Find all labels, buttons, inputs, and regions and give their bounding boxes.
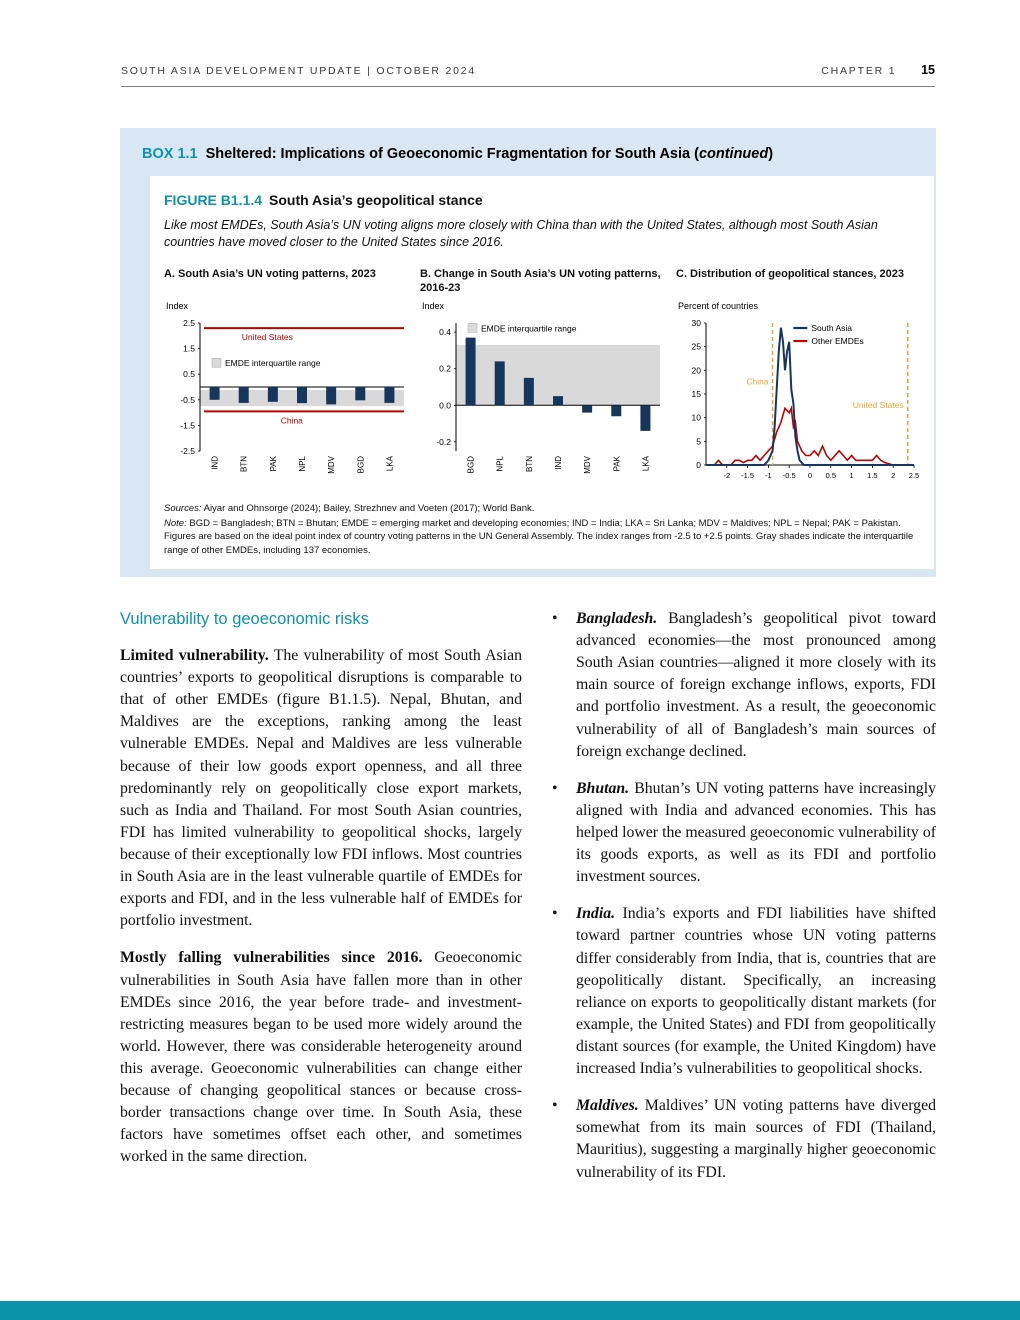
y-tick-label: 30 bbox=[691, 317, 701, 328]
legend-label: Other EMDEs bbox=[811, 335, 864, 346]
chart-svg-C bbox=[676, 297, 920, 493]
x-category-label: LKA bbox=[641, 455, 651, 471]
bar-BTN bbox=[239, 387, 249, 403]
bullet-text bbox=[576, 903, 936, 1080]
bullet-icon: • bbox=[552, 1097, 558, 1115]
x-category-label: NPL bbox=[298, 455, 307, 472]
reference-line-label: China bbox=[280, 415, 303, 426]
chart-panel-a bbox=[164, 267, 408, 493]
chart-svg-B bbox=[420, 297, 664, 493]
y-axis-label: Percent of countries bbox=[678, 300, 759, 311]
paragraph-text: Geoeconomic vulnerabilities in South Asia have fallen more than in other EMDEs since 2016, the year before trade- and investment-restricting measures began to be used more widely around the world. However, there was considerable heterogeneity around this average. Geoeconomic vulnerabilities can change either because of changing geopolitical stances or because cross-border transactions change over time. In South Asia, these factors have sometimes offset each other, and sometimes worked in the same direction. bbox=[120, 949, 522, 1166]
paragraph-limited-vulnerability bbox=[120, 645, 522, 932]
y-tick-label: 0 bbox=[696, 459, 701, 470]
paragraph-falling-vulnerabilities bbox=[120, 947, 522, 1168]
chart-a-title: A. South Asia’s UN voting patterns, 2023 bbox=[164, 267, 376, 280]
bar-MDV bbox=[582, 405, 592, 412]
y-tick-label: -0.5 bbox=[180, 394, 195, 405]
x-category-label: IND bbox=[210, 455, 220, 470]
legend-label: EMDE interquartile range bbox=[481, 323, 577, 334]
legend-swatch bbox=[468, 323, 477, 332]
x-category-label: BGD bbox=[466, 455, 476, 474]
bullet-bangladesh bbox=[546, 608, 936, 763]
legend-label: EMDE interquartile range bbox=[225, 357, 321, 368]
page-number: 15 bbox=[921, 63, 935, 77]
charts-row bbox=[164, 267, 920, 493]
bullet-rest: India’s exports and FDI liabilities have shifted toward partner countries whose UN voting patterns differ considerably from India, that is, countries that are geopolitically distant. Specifically, an increasing reliance on exports to geopolitically distant markets (for example, the United States) and FDI from geopolitically distant sources (for example, the United Kingdom) have increased India’s vulnerabilities to geopolitical shocks. bbox=[576, 905, 936, 1078]
bar-PAK bbox=[268, 387, 278, 402]
chart-c-title: C. Distribution of geopolitical stances, 2023 bbox=[676, 267, 904, 280]
vline-label: United States bbox=[852, 399, 904, 410]
bullet-icon: • bbox=[552, 610, 558, 627]
bar-MDV bbox=[326, 387, 336, 404]
running-title: SOUTH ASIA DEVELOPMENT UPDATE | OCTOBER 2024 bbox=[121, 65, 477, 77]
bar-IND bbox=[553, 396, 563, 405]
y-tick-label: 2.5 bbox=[183, 317, 195, 328]
y-tick-label: 0.4 bbox=[439, 326, 451, 337]
chart-c-canvas bbox=[676, 297, 920, 493]
box-title-after: ) bbox=[768, 146, 774, 162]
chart-svg-A bbox=[164, 297, 408, 493]
x-category-label: BTN bbox=[239, 455, 249, 472]
note-text: BGD = Bangladesh; BTN = Bhutan; EMDE = emerging market and developing economies; IND = India; LKA = Sri Lanka; MDV = Maldives; NPL = Nepal; PAK = Pakistan. Figures are based on the ideal point index of country voting patterns in the UN General Assembly. The index ranges from -2.5 to +2.5 points. Gray shades indicate the interquartile range of other EMDEs, including 137 economies. bbox=[164, 517, 914, 556]
bullet-rest: Maldives’ UN voting patterns have diverged somewhat from its main sources of FDI (Thailand, Mauritius), suggesting a marginally higher geoeconomic vulnerability of its FDI. bbox=[576, 1097, 936, 1181]
vline-label: China bbox=[746, 376, 769, 387]
y-tick-label: 0.2 bbox=[439, 363, 451, 374]
x-category-label: IND bbox=[554, 455, 563, 470]
box-title bbox=[142, 146, 916, 162]
y-tick-label: 20 bbox=[691, 365, 701, 376]
note-label: Note: bbox=[164, 517, 187, 529]
y-tick-label: -1.5 bbox=[180, 420, 195, 431]
bar-IND bbox=[210, 387, 220, 400]
y-tick-label: 15 bbox=[691, 388, 701, 399]
bullet-icon: • bbox=[552, 779, 558, 797]
y-axis-label: Index bbox=[166, 300, 189, 311]
bar-LKA bbox=[384, 387, 394, 403]
x-category-label: PAK bbox=[612, 455, 622, 472]
bullet-text bbox=[576, 1095, 936, 1183]
bar-LKA bbox=[640, 405, 650, 431]
x-category-label: MDV bbox=[327, 455, 337, 474]
header-rule bbox=[121, 86, 935, 87]
paragraph-text: The vulnerability of most South Asian countries’ exports to geopolitical disruptions is comparable to that of other EMDEs (figure B1.1.5). Nepal, Bhutan, and Maldives are the exceptions, ranking among the least vulnerable EMDEs. Nepal and Maldives are less vulnerable because of their low goods export openness, and all three predominantly rely on geopolitically close export markets, such as India and Thailand. For most South Asian countries, FDI has limited vulnerability to geopolitical shocks, largely because of their exceptionally low FDI inflows. Most countries in South Asia are in the least vulnerable quartile of EMDEs for exports and FDI, and in the less vulnerable half of EMDEs for portfolio investment. bbox=[120, 647, 522, 930]
figure-sources bbox=[164, 503, 920, 514]
figure-subtitle: Like most EMDEs, South Asia’s UN voting aligns more closely with China than with the United States, although most South Asian countries have moved closer to the United States since 2016. bbox=[164, 218, 878, 249]
body-columns bbox=[120, 608, 936, 1199]
figure-title: South Asia’s geopolitical stance bbox=[269, 192, 483, 208]
x-tick-label: 2 bbox=[891, 470, 896, 480]
y-tick-label: 25 bbox=[691, 341, 701, 352]
x-category-label: LKA bbox=[385, 455, 395, 471]
x-category-label: PAK bbox=[268, 455, 278, 472]
chart-panel-b bbox=[420, 267, 664, 493]
y-tick-label: 1.5 bbox=[183, 343, 195, 354]
y-tick-label: 10 bbox=[691, 412, 701, 423]
bullet-bhutan bbox=[546, 778, 936, 889]
x-tick-label: 0.5 bbox=[825, 470, 837, 480]
bar-BGD bbox=[466, 337, 476, 405]
bullet-text bbox=[576, 608, 936, 763]
sources-label: Sources: bbox=[164, 502, 202, 514]
header-right bbox=[821, 63, 935, 77]
box-label: BOX 1.1 bbox=[142, 146, 198, 162]
bar-BGD bbox=[355, 387, 365, 400]
bullet-lead: Bangladesh. bbox=[576, 610, 658, 627]
series-south-asia bbox=[706, 327, 914, 464]
bullet-maldives bbox=[546, 1095, 936, 1183]
x-category-label: BTN bbox=[524, 455, 534, 472]
x-tick-label: -0.5 bbox=[782, 470, 796, 480]
bar-NPL bbox=[495, 361, 505, 405]
chart-panel-c bbox=[676, 267, 920, 493]
page-header bbox=[121, 63, 935, 77]
y-axis-label: Index bbox=[422, 300, 445, 311]
x-tick-label: 2.5 bbox=[908, 470, 920, 480]
bullet-rest: Bangladesh’s geopolitical pivot toward advanced economies—the most pronounced among South Asian countries—aligned it more closely with its main source of foreign exchange inflows, exports, FDI and portfolio investment. As a result, the geoeconomic vulnerability of all of Bangladesh’s main sources of foreign exchange declined. bbox=[576, 610, 936, 760]
bar-BTN bbox=[524, 378, 534, 405]
y-tick-label: 0.0 bbox=[439, 400, 451, 411]
x-tick-label: 1.5 bbox=[867, 470, 878, 480]
x-tick-label: 0 bbox=[807, 470, 813, 480]
x-category-label: MDV bbox=[583, 455, 593, 474]
series-other-emdes bbox=[706, 408, 914, 465]
box-1-1 bbox=[120, 128, 936, 577]
x-tick-label: 1 bbox=[849, 470, 854, 480]
y-tick-label: -0.2 bbox=[436, 436, 451, 447]
right-column bbox=[546, 608, 936, 1199]
figure-heading bbox=[164, 192, 920, 208]
bar-NPL bbox=[297, 387, 307, 403]
legend-swatch bbox=[212, 358, 221, 367]
bullet-lead: Bhutan. bbox=[576, 779, 630, 797]
y-tick-label: 0.5 bbox=[183, 368, 195, 379]
x-category-label: NPL bbox=[495, 455, 505, 472]
figure-b114 bbox=[150, 176, 934, 569]
bullet-india bbox=[546, 903, 936, 1080]
x-category-label: BGD bbox=[356, 455, 366, 474]
box-title-text bbox=[206, 146, 773, 162]
x-tick-label: -1.5 bbox=[741, 470, 755, 480]
box-title-before: Sheltered: Implications of Geoeconomic Fragmentation for South Asia ( bbox=[205, 146, 699, 162]
bullet-text bbox=[576, 778, 936, 889]
sources-text: Aiyar and Ohnsorge (2024); Bailey, Strezhnev and Voeten (2017); World Bank. bbox=[201, 502, 535, 514]
figure-note bbox=[164, 517, 920, 557]
bullet-lead: Maldives. bbox=[576, 1097, 639, 1115]
box-title-continued: continued bbox=[698, 146, 769, 162]
bullet-icon: • bbox=[552, 905, 558, 923]
x-tick-label: -2 bbox=[723, 470, 731, 480]
y-tick-label: 5 bbox=[696, 436, 701, 447]
reference-line-label: United States bbox=[241, 331, 293, 342]
figure-label: FIGURE B1.1.4 bbox=[164, 192, 263, 208]
footer-band bbox=[0, 1301, 1020, 1320]
paragraph-lead: Mostly falling vulnerabilities since 2016. bbox=[120, 949, 423, 967]
chart-b-canvas bbox=[420, 297, 664, 493]
left-column bbox=[120, 608, 522, 1199]
chapter-label: CHAPTER 1 bbox=[821, 65, 897, 77]
paragraph-lead: Limited vulnerability. bbox=[120, 647, 269, 664]
y-tick-label: -2.5 bbox=[180, 445, 195, 456]
chart-a-canvas bbox=[164, 297, 408, 493]
legend-label: South Asia bbox=[811, 322, 853, 333]
x-tick-label: -1 bbox=[765, 470, 772, 480]
bar-PAK bbox=[611, 405, 621, 416]
bullet-rest: Bhutan’s UN voting patterns have increasingly aligned with India and advanced economies. This has helped lower the measured geoeconomic vulnerability of its goods exports, as well as its FDI and portfolio investment sources. bbox=[576, 779, 936, 886]
bullet-lead: India. bbox=[576, 905, 616, 923]
chart-b-title: B. Change in South Asia’s UN voting patterns, 2016-23 bbox=[420, 267, 661, 295]
section-heading: Vulnerability to geoeconomic risks bbox=[120, 610, 369, 628]
